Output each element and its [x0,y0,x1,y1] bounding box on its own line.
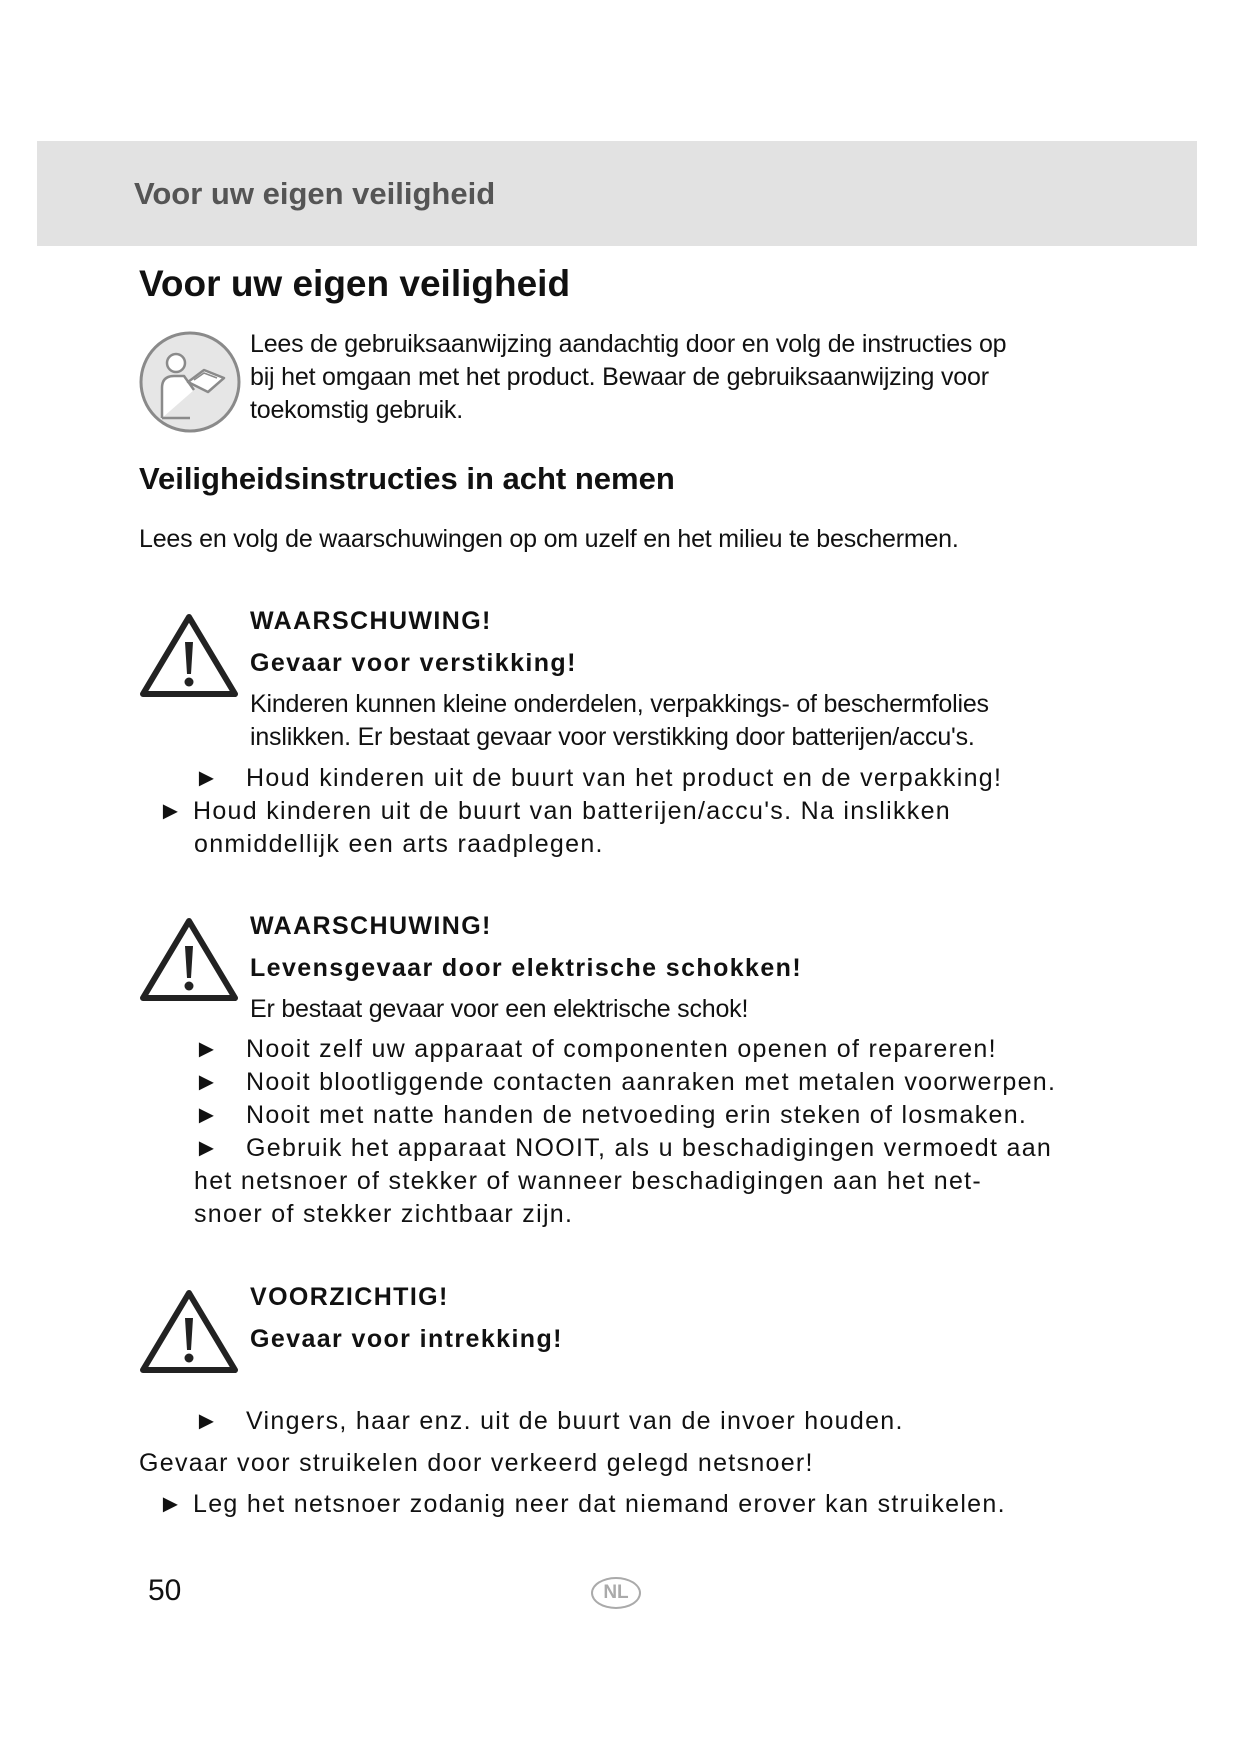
caution-extra-heading: Gevaar voor struikelen door verkeerd gelegd netsnoer! [139,1449,814,1477]
warning-body: Er bestaat gevaar voor een elektrische schok! [250,995,749,1023]
list-item: ► Gebruik het apparaat NOOIT, als u beschadigingen vermoedt aan [194,1132,1052,1165]
list-item-continuation: onmiddellijk een arts raadplegen. [194,830,604,858]
header-title: Voor uw eigen veiligheid [134,176,496,211]
read-manual-icon [138,330,242,434]
warning-title: Levensgevaar door elektrische schokken! [250,954,803,982]
warning-label: WAARSCHUWING! [250,912,492,940]
list-item: ► Nooit met natte handen de netvoeding erin steken of losmaken. [194,1099,1027,1132]
warning-triangle-icon [139,612,239,700]
warning-label: WAARSCHUWING! [250,607,492,635]
caution-title: Gevaar voor intrekking! [250,1325,563,1353]
list-item: ► Leg het netsnoer zodanig neer dat niemand erover kan struikelen. [158,1488,1006,1521]
warning-triangle-icon [139,916,239,1004]
body-line: inslikken. Er bestaat gevaar voor verstikking door batterijen/accu's. [250,723,975,751]
page-title: Voor uw eigen veiligheid [139,263,571,304]
body-line: Kinderen kunnen kleine onderdelen, verpakkings- of beschermfolies [250,690,989,718]
intro-line: bij het omgaan met het product. Bewaar de gebruiksaanwijzing voor [250,363,989,391]
list-item: ► Houd kinderen uit de buurt van het product en de verpakking! [194,762,1002,795]
list-item: ► Vingers, haar enz. uit de buurt van de invoer houden. [194,1405,904,1438]
caution-label: VOORZICHTIG! [250,1283,449,1311]
arrow-bullet-icon: ► [194,1068,221,1096]
intro-line: Lees de gebruiksaanwijzing aandachtig door en volg de instructies op [250,330,1007,358]
arrow-bullet-icon: ► [158,1490,185,1518]
list-item: ► Nooit zelf uw apparaat of componenten openen of repareren! [194,1033,997,1066]
arrow-bullet-icon: ► [194,1035,221,1063]
list-item-continuation: snoer of stekker zichtbaar zijn. [194,1200,574,1228]
section-lead: Lees en volg de waarschuwingen op om uzelf en het milieu te beschermen. [139,525,959,553]
arrow-bullet-icon: ► [194,1101,221,1129]
language-badge: NL [591,1577,641,1609]
list-item-continuation: het netsnoer of stekker of wanneer beschadigingen aan het net- [194,1167,983,1195]
section-title: Veiligheidsinstructies in acht nemen [139,461,675,496]
warning-title: Gevaar voor verstikking! [250,649,577,677]
page-number: 50 [148,1574,182,1607]
intro-text [250,328,1150,428]
arrow-bullet-icon: ► [158,797,185,825]
warning-body [250,688,1150,758]
intro-line: toekomstig gebruik. [250,396,463,424]
arrow-bullet-icon: ► [194,1407,221,1435]
warning-triangle-icon [139,1288,239,1376]
list-item: ► Nooit blootliggende contacten aanraken met metalen voorwerpen. [194,1066,1056,1099]
list-item: ► Houd kinderen uit de buurt van batterijen/accu's. Na inslikken [158,795,951,828]
arrow-bullet-icon: ► [194,1134,221,1162]
arrow-bullet-icon: ► [194,764,221,792]
